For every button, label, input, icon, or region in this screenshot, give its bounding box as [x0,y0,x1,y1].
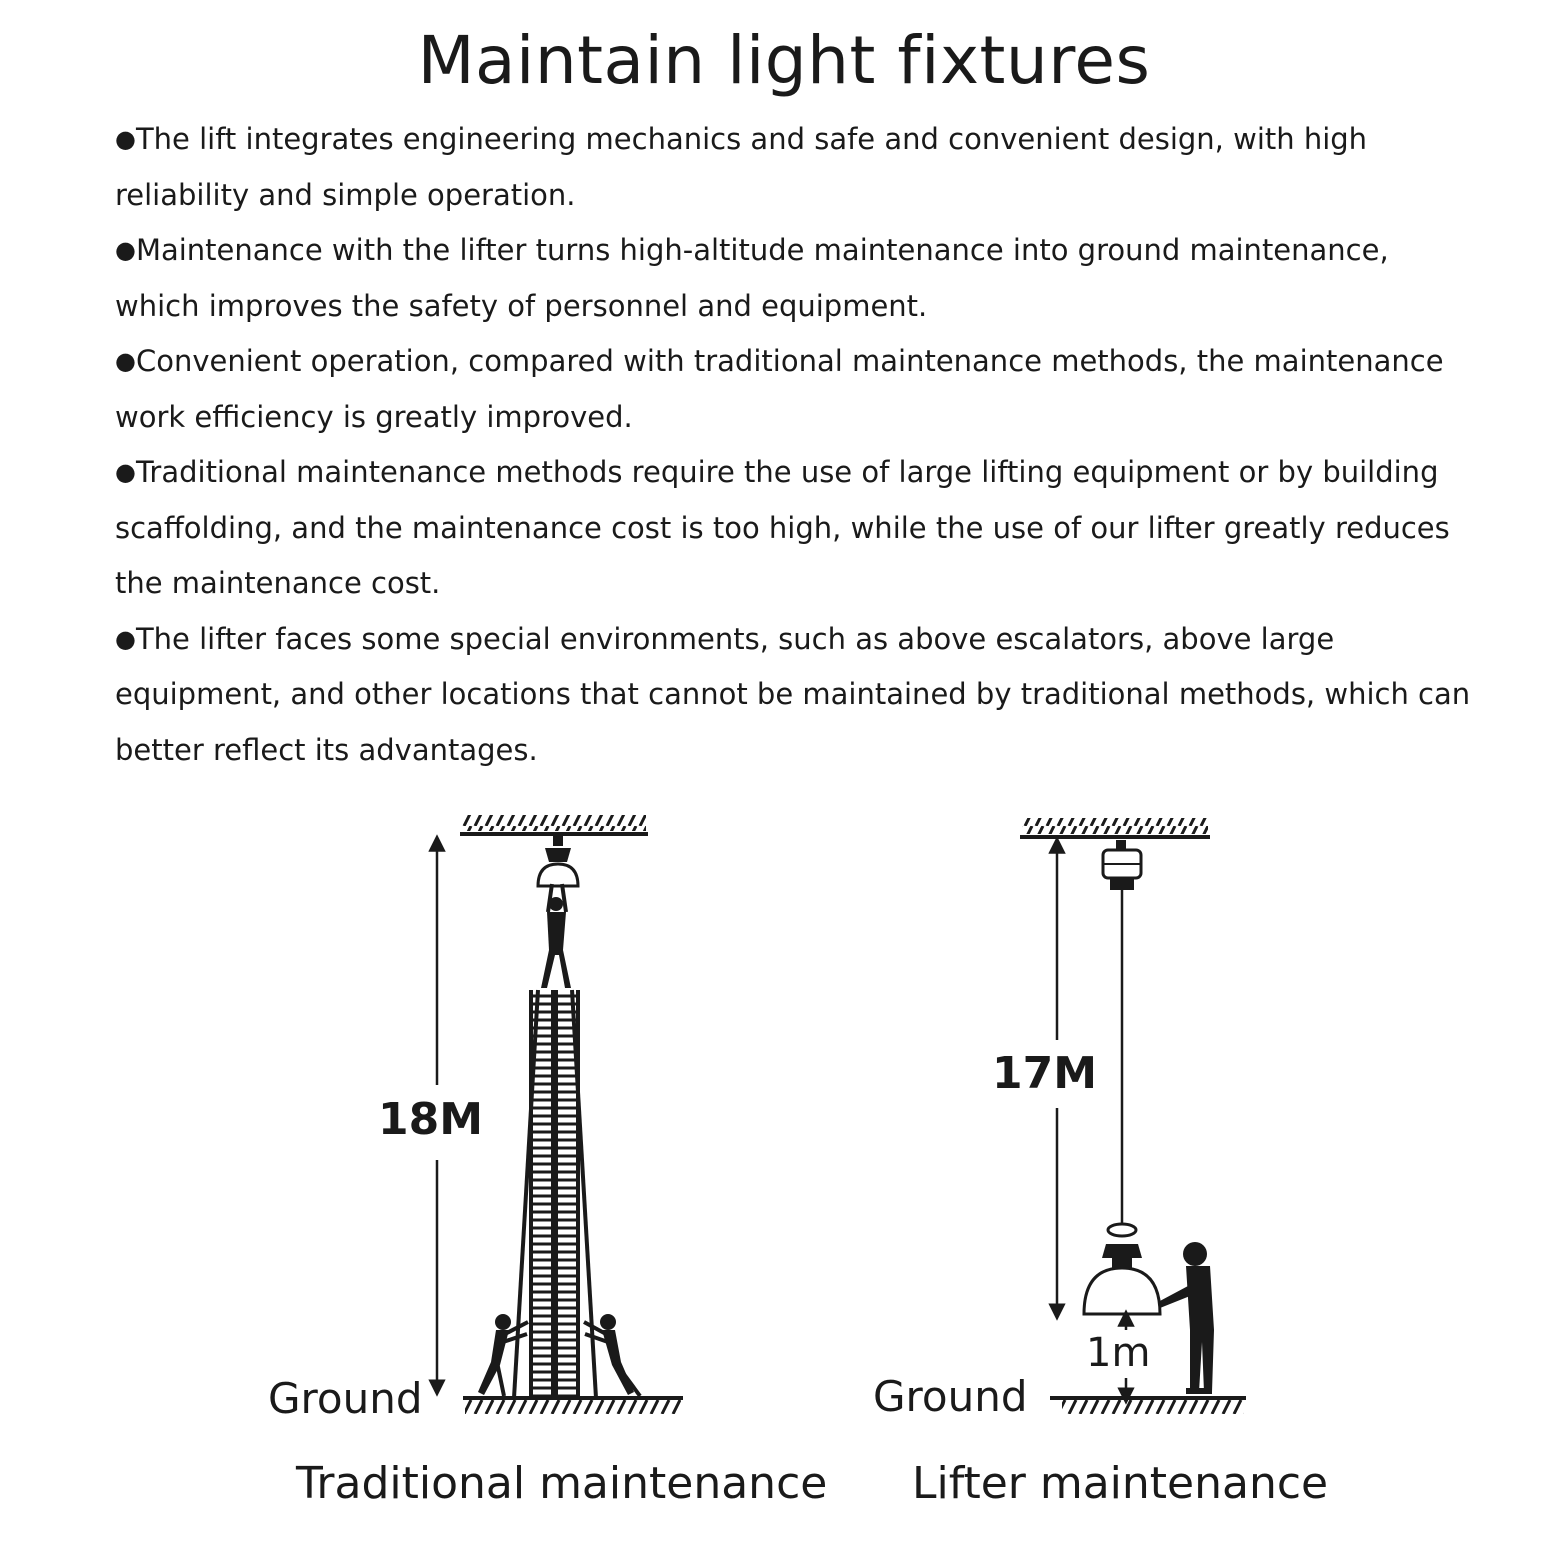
ground-right [1050,1398,1246,1414]
feature-text: The lift integrates engineering mechanics and safe and convenient design, with high reliability and simple operation. [115,122,1368,212]
feature-text: Maintenance with the lifter turns high-altitude maintenance into ground maintenance, which improves the safety of personnel and equipment. [115,233,1389,323]
traditional-caption: Traditional maintenance [296,1458,828,1509]
bullet-icon: ● [115,458,136,486]
traditional-ground-label: Ground [268,1374,423,1423]
lifter-ground-label: Ground [873,1372,1028,1421]
standing-worker-icon [1158,1242,1214,1394]
feature-text: Convenient operation, compared with traditional maintenance methods, the maintenance work efficiency is greatly improved. [115,344,1444,434]
feature-text: The lifter faces some special environments, such as above escalators, above large equipment, and other locations that cannot be maintained by traditional methods, which can better reflect its advantages. [115,621,1471,767]
lowered-light-fixture-icon [1084,1224,1160,1314]
bullet-icon: ● [115,347,136,375]
lifter-hoist-icon [1103,840,1141,890]
bullet-icon: ● [115,125,136,153]
ladder-icon [514,990,596,1398]
lifter-diagram [1020,818,1246,1414]
ceiling-right [1020,818,1210,837]
worker-on-ladder-icon [541,884,571,988]
helper-left-icon [478,1314,528,1396]
light-fixture-icon [538,836,578,886]
page-title: Maintain light fixtures [417,22,1151,99]
bullet-icon: ● [115,236,136,264]
lifter-clearance-label: 1m [1086,1330,1151,1376]
lifter-caption: Lifter maintenance [912,1458,1329,1509]
bullet-icon: ● [115,624,136,653]
lifter-height-label: 17M [992,1048,1098,1099]
ground-left [463,1398,683,1414]
ceiling-left [460,815,648,834]
traditional-height-label: 18M [378,1094,484,1145]
feature-text: Traditional maintenance methods require the use of large lifting equipment or by building scaffolding, and the maintenance cost is too high, while the use of our lifter greatly reduces the maintenance cost. [115,455,1450,600]
